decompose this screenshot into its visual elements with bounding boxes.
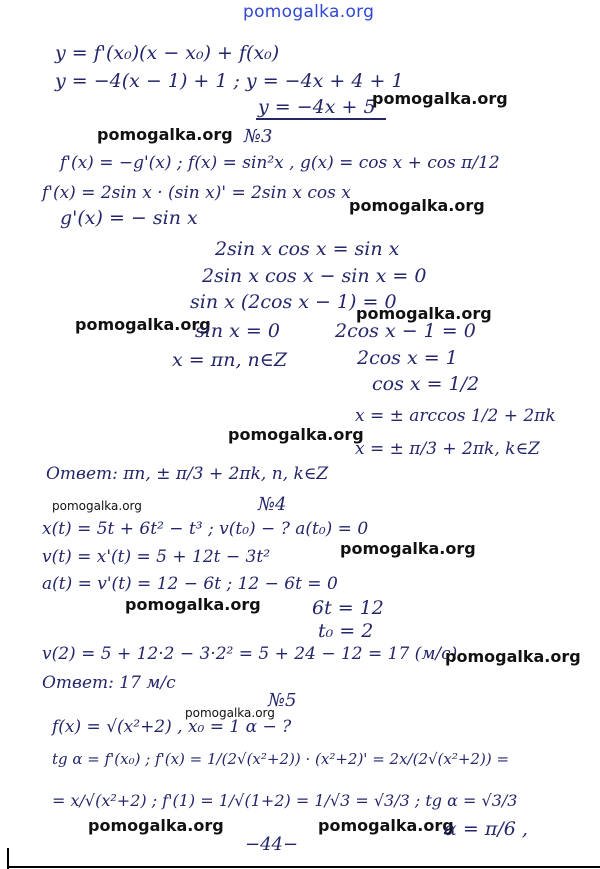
formula-line-3-answer: y = −4x + 5 [258, 96, 376, 118]
watermark-small: pomogalka.org [185, 706, 275, 720]
frame-edge [7, 866, 600, 868]
answer-underline [256, 118, 386, 120]
formula-line-16: x = ± π/3 + 2πk, k∈Z [355, 439, 540, 459]
watermark: pomogalka.org [88, 816, 224, 835]
watermark: pomogalka.org [372, 89, 508, 108]
section-number-4: №4 [258, 494, 287, 515]
formula-line-2: y = −4(x − 1) + 1 ; y = −4x + 4 + 1 [55, 70, 404, 92]
watermark-top: pomogalka.org [243, 2, 375, 22]
watermark: pomogalka.org [125, 595, 261, 614]
formula-line-5: f'(x) = 2sin x · (sin x)' = 2sin x cos x [42, 183, 351, 203]
answer-line-3: Ответ: πn, ± π/3 + 2πk, n, k∈Z [46, 464, 329, 484]
watermark: pomogalka.org [340, 539, 476, 558]
formula-line-8: 2sin x cos x − sin x = 0 [202, 265, 427, 287]
page-number: −44− [245, 834, 299, 855]
formula-line-12: x = πn, n∈Z [172, 349, 288, 371]
watermark: pomogalka.org [75, 315, 211, 334]
formula-line-9: sin x (2cos x − 1) = 0 [190, 291, 397, 313]
watermark: pomogalka.org [228, 425, 364, 444]
watermark: pomogalka.org [349, 196, 485, 215]
formula-line-13: 2cos x = 1 [357, 347, 458, 369]
watermark: pomogalka.org [445, 647, 581, 666]
watermark: pomogalka.org [356, 304, 492, 323]
formula-line-1: y = f'(x₀)(x − x₀) + f(x₀) [55, 42, 280, 64]
formula-line-4: f'(x) = −g'(x) ; f(x) = sin²x , g(x) = cos x + cos π/12 [60, 153, 500, 173]
watermark: pomogalka.org [97, 125, 233, 144]
formula-line-23: f(x) = √(x²+2) , x₀ = 1 α − ? [52, 717, 292, 737]
formula-line-26: α = π/6 , [444, 818, 528, 840]
formula-line-25: = x/√(x²+2) ; f'(1) = 1/√(1+2) = 1/√3 = √3/3 ; tg α = √3/3 [52, 791, 518, 810]
formula-line-22: v(2) = 5 + 12·2 − 3·2² = 5 + 24 − 12 = 17 (м/с) [42, 644, 458, 664]
formula-line-19: a(t) = v'(t) = 12 − 6t ; 12 − 6t = 0 [42, 574, 338, 594]
formula-line-21: t₀ = 2 [318, 620, 374, 642]
formula-line-11: 2cos x − 1 = 0 [335, 320, 476, 342]
formula-line-6: g'(x) = − sin x [60, 207, 198, 229]
watermark: pomogalka.org [318, 816, 454, 835]
formula-line-20: 6t = 12 [312, 597, 384, 619]
watermark-small: pomogalka.org [52, 499, 142, 513]
formula-line-10: sin x = 0 [195, 320, 280, 342]
formula-line-15: x = ± arccos 1/2 + 2πk [355, 406, 556, 426]
answer-line-4: Ответ: 17 м/с [42, 673, 176, 693]
section-number-5: №5 [268, 690, 297, 711]
formula-line-24: tg α = f'(x₀) ; f'(x) = 1/(2√(x²+2)) · (x²+2)' = 2x/(2√(x²+2)) = [52, 750, 510, 768]
formula-line-7: 2sin x cos x = sin x [215, 238, 400, 260]
formula-line-18: v(t) = x'(t) = 5 + 12t − 3t² [42, 547, 271, 567]
formula-line-14: cos x = 1/2 [372, 373, 480, 395]
formula-line-17: x(t) = 5t + 6t² − t³ ; v(t₀) − ? a(t₀) = 0 [42, 519, 369, 539]
section-number-3: №3 [244, 126, 273, 147]
